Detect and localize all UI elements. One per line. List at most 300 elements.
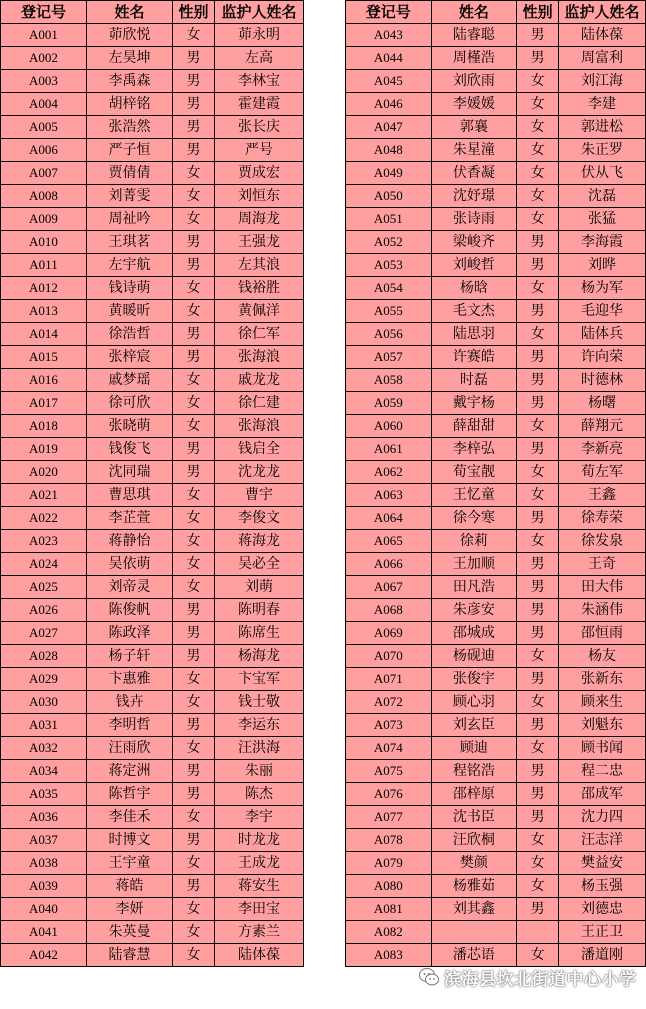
cell-guardian: 杨友 xyxy=(559,645,646,668)
table-row xyxy=(1,300,304,323)
cell-id: A023 xyxy=(1,530,87,553)
cell-gender: 女 xyxy=(173,507,215,530)
cell-name: 樊颜 xyxy=(431,852,517,875)
cell-id: A037 xyxy=(1,829,87,852)
cell-guardian: 徐仁军 xyxy=(215,323,304,346)
table-row xyxy=(1,944,304,967)
cell-gender: 女 xyxy=(173,668,215,691)
table-row xyxy=(346,162,646,185)
cell-guardian: 蒋安生 xyxy=(215,875,304,898)
cell-gender: 男 xyxy=(517,553,559,576)
cell-gender: 女 xyxy=(517,852,559,875)
right-registration-table xyxy=(345,0,646,967)
cell-name: 陆睿慧 xyxy=(87,944,173,967)
cell-guardian: 毛迎华 xyxy=(559,300,646,323)
cell-name: 沈书臣 xyxy=(431,806,517,829)
table-row xyxy=(1,116,304,139)
table-row xyxy=(1,553,304,576)
cell-gender: 女 xyxy=(517,944,559,967)
cell-id: A027 xyxy=(1,622,87,645)
cell-gender: 女 xyxy=(173,852,215,875)
cell-name: 徐可欣 xyxy=(87,392,173,415)
table-row xyxy=(1,576,304,599)
cell-gender: 男 xyxy=(173,461,215,484)
cell-gender: 女 xyxy=(173,553,215,576)
table-row xyxy=(1,438,304,461)
cell-guardian: 汪志洋 xyxy=(559,829,646,852)
cell-id: A024 xyxy=(1,553,87,576)
table-row xyxy=(1,714,304,737)
table-row xyxy=(346,530,646,553)
cell-guardian: 刘萌 xyxy=(215,576,304,599)
cell-name: 戴宇杨 xyxy=(431,392,517,415)
table-row xyxy=(346,277,646,300)
cell-name: 王宇童 xyxy=(87,852,173,875)
cell-gender: 男 xyxy=(173,875,215,898)
header-name: 姓名 xyxy=(87,1,173,24)
cell-gender: 女 xyxy=(173,576,215,599)
cell-guardian: 陈明春 xyxy=(215,599,304,622)
cell-gender: 女 xyxy=(173,369,215,392)
cell-id: A059 xyxy=(346,392,432,415)
cell-id: A079 xyxy=(346,852,432,875)
cell-id: A069 xyxy=(346,622,432,645)
cell-id: A019 xyxy=(1,438,87,461)
cell-name: 李芷萱 xyxy=(87,507,173,530)
cell-id: A057 xyxy=(346,346,432,369)
cell-guardian: 许向荣 xyxy=(559,346,646,369)
table-row xyxy=(346,323,646,346)
table-row xyxy=(1,484,304,507)
cell-gender: 男 xyxy=(517,254,559,277)
cell-guardian: 时龙龙 xyxy=(215,829,304,852)
table-row xyxy=(1,921,304,944)
cell-guardian: 邵恒雨 xyxy=(559,622,646,645)
wechat-icon xyxy=(418,966,440,988)
table-row xyxy=(1,829,304,852)
cell-guardian: 刘晔 xyxy=(559,254,646,277)
cell-guardian: 李田宝 xyxy=(215,898,304,921)
cell-gender: 男 xyxy=(517,47,559,70)
cell-id: A070 xyxy=(346,645,432,668)
cell-gender: 女 xyxy=(173,24,215,47)
cell-guardian: 曹宇 xyxy=(215,484,304,507)
cell-id: A005 xyxy=(1,116,87,139)
cell-name: 李禹森 xyxy=(87,70,173,93)
cell-gender: 女 xyxy=(517,208,559,231)
cell-gender: 女 xyxy=(517,277,559,300)
cell-gender: 女 xyxy=(517,185,559,208)
cell-guardian: 吴必全 xyxy=(215,553,304,576)
cell-name: 朱彦安 xyxy=(431,599,517,622)
cell-guardian: 徐仁建 xyxy=(215,392,304,415)
cell-id: A049 xyxy=(346,162,432,185)
cell-guardian: 李运东 xyxy=(215,714,304,737)
cell-id: A074 xyxy=(346,737,432,760)
cell-guardian: 顾书闻 xyxy=(559,737,646,760)
table-row xyxy=(1,346,304,369)
cell-gender: 男 xyxy=(173,599,215,622)
cell-gender: 女 xyxy=(173,484,215,507)
cell-name: 梁峻齐 xyxy=(431,231,517,254)
cell-name: 周槿浩 xyxy=(431,47,517,70)
cell-id: A048 xyxy=(346,139,432,162)
table-row xyxy=(1,806,304,829)
cell-gender: 男 xyxy=(517,806,559,829)
cell-guardian: 李海霞 xyxy=(559,231,646,254)
cell-name: 刘其鑫 xyxy=(431,898,517,921)
cell-guardian: 周海龙 xyxy=(215,208,304,231)
cell-name: 王加顺 xyxy=(431,553,517,576)
header-id: 登记号 xyxy=(1,1,87,24)
cell-gender: 男 xyxy=(173,829,215,852)
cell-id: A004 xyxy=(1,93,87,116)
cell-gender: 女 xyxy=(517,875,559,898)
cell-name: 沈同瑞 xyxy=(87,461,173,484)
cell-id: A077 xyxy=(346,806,432,829)
header-id: 登记号 xyxy=(346,1,432,24)
table-row xyxy=(346,392,646,415)
cell-id: A042 xyxy=(1,944,87,967)
cell-id: A083 xyxy=(346,944,432,967)
cell-id: A025 xyxy=(1,576,87,599)
cell-name: 李妍 xyxy=(87,898,173,921)
cell-id: A020 xyxy=(1,461,87,484)
cell-id: A041 xyxy=(1,921,87,944)
table-row xyxy=(346,47,646,70)
cell-guardian: 钱启全 xyxy=(215,438,304,461)
cell-guardian: 杨为军 xyxy=(559,277,646,300)
table-row xyxy=(346,254,646,277)
table-row xyxy=(1,415,304,438)
cell-name: 汪雨欣 xyxy=(87,737,173,760)
cell-name: 李明哲 xyxy=(87,714,173,737)
table-row xyxy=(1,70,304,93)
table-row xyxy=(1,737,304,760)
table-row xyxy=(346,116,646,139)
cell-id: A054 xyxy=(346,277,432,300)
cell-name: 朱星潼 xyxy=(431,139,517,162)
table-row xyxy=(346,576,646,599)
cell-guardian: 钱裕胜 xyxy=(215,277,304,300)
cell-id: A081 xyxy=(346,898,432,921)
table-row xyxy=(346,24,646,47)
cell-gender: 男 xyxy=(173,47,215,70)
cell-gender: 女 xyxy=(173,806,215,829)
table-row xyxy=(346,714,646,737)
cell-name: 顾心羽 xyxy=(431,691,517,714)
cell-name: 茆欣悦 xyxy=(87,24,173,47)
table-row xyxy=(1,323,304,346)
table-row xyxy=(1,599,304,622)
cell-guardian: 徐寿荣 xyxy=(559,507,646,530)
cell-name: 陈俊帆 xyxy=(87,599,173,622)
cell-guardian: 徐发泉 xyxy=(559,530,646,553)
cell-gender: 女 xyxy=(173,921,215,944)
cell-gender: 女 xyxy=(173,300,215,323)
cell-gender: 女 xyxy=(517,116,559,139)
cell-id: A075 xyxy=(346,760,432,783)
table-row xyxy=(1,254,304,277)
cell-gender: 女 xyxy=(173,185,215,208)
cell-guardian: 薛翔元 xyxy=(559,415,646,438)
table-row xyxy=(1,93,304,116)
watermark-text: 滨海县坎北街道中心小学 xyxy=(444,969,637,990)
cell-gender: 男 xyxy=(517,898,559,921)
table-row xyxy=(346,875,646,898)
cell-id: A076 xyxy=(346,783,432,806)
cell-name: 陆睿聪 xyxy=(431,24,517,47)
cell-name: 李梓弘 xyxy=(431,438,517,461)
table-row xyxy=(1,691,304,714)
cell-guardian: 张长庆 xyxy=(215,116,304,139)
cell-name: 荀宝靓 xyxy=(431,461,517,484)
cell-id: A066 xyxy=(346,553,432,576)
cell-id: A031 xyxy=(1,714,87,737)
cell-guardian: 王奇 xyxy=(559,553,646,576)
cell-name: 刘峻哲 xyxy=(431,254,517,277)
cell-guardian: 卞宝军 xyxy=(215,668,304,691)
cell-gender: 男 xyxy=(173,139,215,162)
cell-name: 周祉吟 xyxy=(87,208,173,231)
table-row xyxy=(346,461,646,484)
table-header-row xyxy=(346,1,646,24)
cell-gender: 女 xyxy=(517,162,559,185)
cell-name: 钱卉 xyxy=(87,691,173,714)
cell-name: 徐莉 xyxy=(431,530,517,553)
cell-gender: 男 xyxy=(173,714,215,737)
cell-gender: 女 xyxy=(517,139,559,162)
cell-name: 杨子轩 xyxy=(87,645,173,668)
table-row xyxy=(346,438,646,461)
cell-name: 沈妤璟 xyxy=(431,185,517,208)
table-row xyxy=(346,806,646,829)
table-row xyxy=(1,47,304,70)
cell-id: A035 xyxy=(1,783,87,806)
cell-guardian: 荀左军 xyxy=(559,461,646,484)
cell-guardian: 李俊文 xyxy=(215,507,304,530)
cell-gender: 男 xyxy=(517,392,559,415)
cell-name: 张梓宸 xyxy=(87,346,173,369)
cell-guardian: 方素兰 xyxy=(215,921,304,944)
cell-name: 刘欣雨 xyxy=(431,70,517,93)
table-row xyxy=(1,185,304,208)
table-row xyxy=(346,852,646,875)
cell-gender: 女 xyxy=(517,415,559,438)
table-row xyxy=(346,93,646,116)
table-row xyxy=(346,484,646,507)
cell-id: A046 xyxy=(346,93,432,116)
cell-name: 王琪茗 xyxy=(87,231,173,254)
table-row xyxy=(1,208,304,231)
cell-name: 蒋静怡 xyxy=(87,530,173,553)
table-row xyxy=(346,300,646,323)
cell-name: 黄暖昕 xyxy=(87,300,173,323)
cell-id: A013 xyxy=(1,300,87,323)
cell-guardian: 杨曙 xyxy=(559,392,646,415)
cell-guardian: 王强龙 xyxy=(215,231,304,254)
cell-id: A080 xyxy=(346,875,432,898)
cell-guardian: 时德林 xyxy=(559,369,646,392)
cell-name: 杨晗 xyxy=(431,277,517,300)
cell-gender: 男 xyxy=(173,323,215,346)
cell-id: A034 xyxy=(1,760,87,783)
cell-guardian: 张海浪 xyxy=(215,415,304,438)
cell-gender: 女 xyxy=(517,530,559,553)
table-row xyxy=(346,369,646,392)
table-row xyxy=(346,346,646,369)
cell-gender: 女 xyxy=(173,737,215,760)
cell-id: A055 xyxy=(346,300,432,323)
cell-name: 杨砚迪 xyxy=(431,645,517,668)
cell-guardian: 汪洪海 xyxy=(215,737,304,760)
cell-guardian: 樊益安 xyxy=(559,852,646,875)
table-row xyxy=(1,898,304,921)
cell-id: A068 xyxy=(346,599,432,622)
table-row xyxy=(346,737,646,760)
cell-name: 许赛皓 xyxy=(431,346,517,369)
cell-guardian: 陆体葆 xyxy=(559,24,646,47)
cell-id: A058 xyxy=(346,369,432,392)
cell-guardian: 沈龙龙 xyxy=(215,461,304,484)
cell-name: 蒋定洲 xyxy=(87,760,173,783)
cell-guardian: 沈力四 xyxy=(559,806,646,829)
cell-gender: 女 xyxy=(173,691,215,714)
table-header-row xyxy=(1,1,304,24)
cell-gender: 男 xyxy=(173,645,215,668)
cell-name: 吴依萌 xyxy=(87,553,173,576)
cell-name: 邵梓原 xyxy=(431,783,517,806)
cell-gender: 男 xyxy=(173,254,215,277)
cell-id: A050 xyxy=(346,185,432,208)
cell-id: A071 xyxy=(346,668,432,691)
cell-guardian: 贾成宏 xyxy=(215,162,304,185)
cell-name: 刘玄臣 xyxy=(431,714,517,737)
header-guardian: 监护人姓名 xyxy=(215,1,304,24)
cell-id: A029 xyxy=(1,668,87,691)
cell-gender: 女 xyxy=(173,392,215,415)
table-row xyxy=(1,622,304,645)
cell-id: A043 xyxy=(346,24,432,47)
cell-gender: 男 xyxy=(517,346,559,369)
cell-id: A012 xyxy=(1,277,87,300)
cell-guardian: 邵成军 xyxy=(559,783,646,806)
table-row xyxy=(1,760,304,783)
table-row xyxy=(1,852,304,875)
cell-gender: 男 xyxy=(173,438,215,461)
cell-name: 左昊坤 xyxy=(87,47,173,70)
cell-guardian: 黄佩洋 xyxy=(215,300,304,323)
table-row xyxy=(346,760,646,783)
cell-guardian: 顾来生 xyxy=(559,691,646,714)
cell-id: A053 xyxy=(346,254,432,277)
table-row xyxy=(346,668,646,691)
cell-name: 钱诗萌 xyxy=(87,277,173,300)
cell-id: A036 xyxy=(1,806,87,829)
cell-name: 钱俊飞 xyxy=(87,438,173,461)
cell-gender xyxy=(517,921,559,944)
cell-id: A044 xyxy=(346,47,432,70)
cell-name: 刘帝灵 xyxy=(87,576,173,599)
table-row xyxy=(346,415,646,438)
header-guardian: 监护人姓名 xyxy=(559,1,646,24)
cell-name: 贾倩倩 xyxy=(87,162,173,185)
cell-gender: 男 xyxy=(517,231,559,254)
cell-guardian: 刘恒东 xyxy=(215,185,304,208)
table-row xyxy=(346,231,646,254)
cell-name: 朱英曼 xyxy=(87,921,173,944)
table-row xyxy=(346,898,646,921)
cell-id: A060 xyxy=(346,415,432,438)
cell-id: A006 xyxy=(1,139,87,162)
cell-guardian: 李林宝 xyxy=(215,70,304,93)
table-row xyxy=(1,24,304,47)
header-gender: 性别 xyxy=(173,1,215,24)
cell-guardian: 张猛 xyxy=(559,208,646,231)
cell-gender: 女 xyxy=(517,737,559,760)
cell-gender: 女 xyxy=(173,208,215,231)
cell-guardian: 钱士敬 xyxy=(215,691,304,714)
cell-guardian: 陈杰 xyxy=(215,783,304,806)
cell-gender: 男 xyxy=(517,369,559,392)
cell-gender: 女 xyxy=(517,461,559,484)
table-row xyxy=(1,461,304,484)
cell-guardian: 李新亮 xyxy=(559,438,646,461)
table-row xyxy=(346,208,646,231)
cell-name: 毛文杰 xyxy=(431,300,517,323)
cell-gender: 女 xyxy=(517,484,559,507)
cell-guardian: 杨海龙 xyxy=(215,645,304,668)
cell-gender: 男 xyxy=(517,783,559,806)
cell-id: A026 xyxy=(1,599,87,622)
cell-id: A022 xyxy=(1,507,87,530)
cell-guardian: 潘道刚 xyxy=(559,944,646,967)
cell-guardian: 刘德忠 xyxy=(559,898,646,921)
table-row xyxy=(1,645,304,668)
cell-name: 田凡浩 xyxy=(431,576,517,599)
cell-id: A061 xyxy=(346,438,432,461)
cell-guardian: 朱丽 xyxy=(215,760,304,783)
cell-id: A015 xyxy=(1,346,87,369)
cell-gender: 女 xyxy=(517,323,559,346)
cell-id: A008 xyxy=(1,185,87,208)
cell-gender: 男 xyxy=(517,300,559,323)
cell-name: 邵城成 xyxy=(431,622,517,645)
cell-id: A030 xyxy=(1,691,87,714)
table-row xyxy=(1,277,304,300)
cell-gender: 女 xyxy=(517,691,559,714)
cell-gender: 女 xyxy=(173,162,215,185)
cell-id: A039 xyxy=(1,875,87,898)
cell-gender: 男 xyxy=(173,231,215,254)
cell-gender: 女 xyxy=(173,530,215,553)
cell-name: 蒋皓 xyxy=(87,875,173,898)
cell-guardian: 郭进松 xyxy=(559,116,646,139)
cell-id: A082 xyxy=(346,921,432,944)
cell-gender: 男 xyxy=(517,599,559,622)
cell-guardian: 刘魁东 xyxy=(559,714,646,737)
cell-name: 陈哲宇 xyxy=(87,783,173,806)
cell-name: 刘菁雯 xyxy=(87,185,173,208)
cell-id: A038 xyxy=(1,852,87,875)
cell-name: 陆思羽 xyxy=(431,323,517,346)
cell-gender: 男 xyxy=(173,346,215,369)
cell-guardian: 周富利 xyxy=(559,47,646,70)
cell-gender: 女 xyxy=(173,898,215,921)
cell-gender: 男 xyxy=(173,116,215,139)
cell-gender: 男 xyxy=(517,668,559,691)
cell-gender: 男 xyxy=(517,714,559,737)
